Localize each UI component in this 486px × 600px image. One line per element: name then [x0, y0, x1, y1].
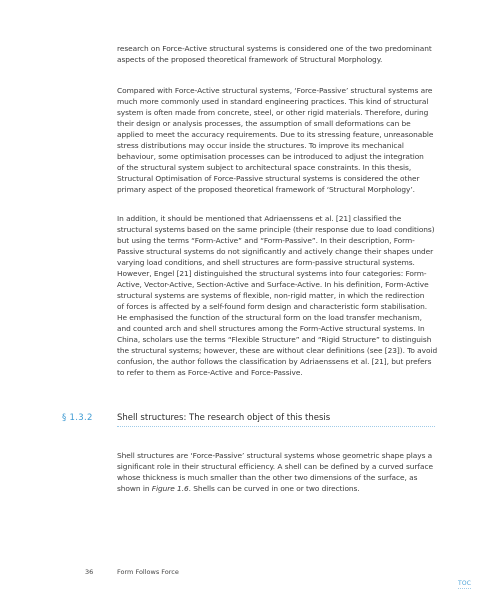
- text-line: He emphasised the function of the structural form on the load transfer mechanism,: [117, 313, 422, 322]
- text-line: the structural systems; however, these are without clear definitions (see [23]). To avoid: [117, 346, 438, 355]
- text-line: China, scholars use the terms “Flexible Structure” and “Rigid Structure” to distinguish: [117, 335, 432, 344]
- text-line: Structural Optimisation of Force-Passive structural systems is considered the other: [117, 174, 420, 183]
- text-line: whose thickness is much smaller than the other two dimensions of the surface, as: [117, 473, 418, 482]
- text-line: confusion, the author follows the classification by Adriaenssens et al. [21], but prefers: [117, 357, 432, 366]
- text-line: behaviour, some optimisation processes can be introduced to adjust the integration: [117, 152, 424, 161]
- page-number: 36: [85, 568, 94, 576]
- text-line: Shell structures are ‘Force-Passive’ structural systems whose geometric shape plays a: [117, 451, 433, 460]
- text-line: to refer to them as Force-Active and Force-Passive.: [117, 368, 303, 377]
- text-line: primary aspect of the proposed theoretical framework of ‘Structural Morphology’.: [117, 185, 415, 194]
- text-line: applied to meet the accuracy requirements. Due to its stressing feature, unreasonable: [117, 130, 434, 139]
- toc-link[interactable]: TOC: [458, 580, 472, 587]
- text-line: Compared with Force-Active structural systems, ‘Force-Passive’ structural systems are: [117, 86, 433, 95]
- text-fragment: . Shells can be curved in one or two directions.: [188, 484, 360, 493]
- text-line: but using the terms “Form-Active” and “Form-Passive”. In their description, Form-: [117, 236, 415, 245]
- text-line: and counted arch and shell structures among the Form-Active structural systems. In: [117, 324, 425, 333]
- text-line: In addition, it should be mentioned that Adriaenssens et al. [21] classified the: [117, 214, 402, 223]
- text-line: aspects of the proposed theoretical framework of Structural Morphology.: [117, 55, 383, 64]
- text-line: much more commonly used in standard engineering practices. This kind of structural: [117, 97, 429, 106]
- text-line: [117, 483, 435, 494]
- text-line: However, Engel [21] distinguished the structural systems into four categories: Form-: [117, 269, 427, 278]
- text-line: of the structural system subject to architectural space constraints. In this thesis,: [117, 163, 412, 172]
- text-line: system is often made from concrete, steel, or other rigid materials. Therefore, during: [117, 108, 429, 117]
- paragraph-force-passive: [117, 85, 435, 195]
- text-line: stress distributions may occur inside the structures. To improve its mechanical: [117, 141, 404, 150]
- text-line: structural systems based on the same principle (their response due to load conditions): [117, 225, 435, 234]
- text-fragment: shown in: [117, 484, 152, 493]
- section-number: § 1.3.2: [62, 413, 93, 423]
- text-line: structural systems are systems of flexible, non-rigid matter, in which the redirection: [117, 291, 425, 300]
- text-line: significant role in their structural efficiency. A shell can be defined by a curved surface: [117, 462, 433, 471]
- text-line: Active, Vector-Active, Section-Active and Surface-Active. In his definition, Form-Active: [117, 280, 429, 289]
- text-line: their design or analysis processes, the assumption of small deformations can be: [117, 119, 411, 128]
- paragraph-shell-structures: [117, 450, 435, 494]
- paragraph-force-active-intro: [117, 43, 435, 65]
- text-line: of forces is affected by a self-found form design and characteristic form stabilisation.: [117, 302, 428, 311]
- text-line: research on Force-Active structural systems is considered one of the two predominant: [117, 44, 432, 53]
- text-line: varying load conditions, and shell structures are form-passive structural systems.: [117, 258, 415, 267]
- text-line: Passive structural systems do not significantly and actively change their shapes under: [117, 247, 434, 256]
- figure-reference: Figure 1.6: [151, 484, 189, 493]
- running-footer-title: Form Follows Force: [117, 568, 179, 576]
- section-divider: [117, 426, 435, 427]
- paragraph-classification: [117, 213, 438, 378]
- section-heading: Shell structures: The research object of this thesis: [117, 413, 331, 423]
